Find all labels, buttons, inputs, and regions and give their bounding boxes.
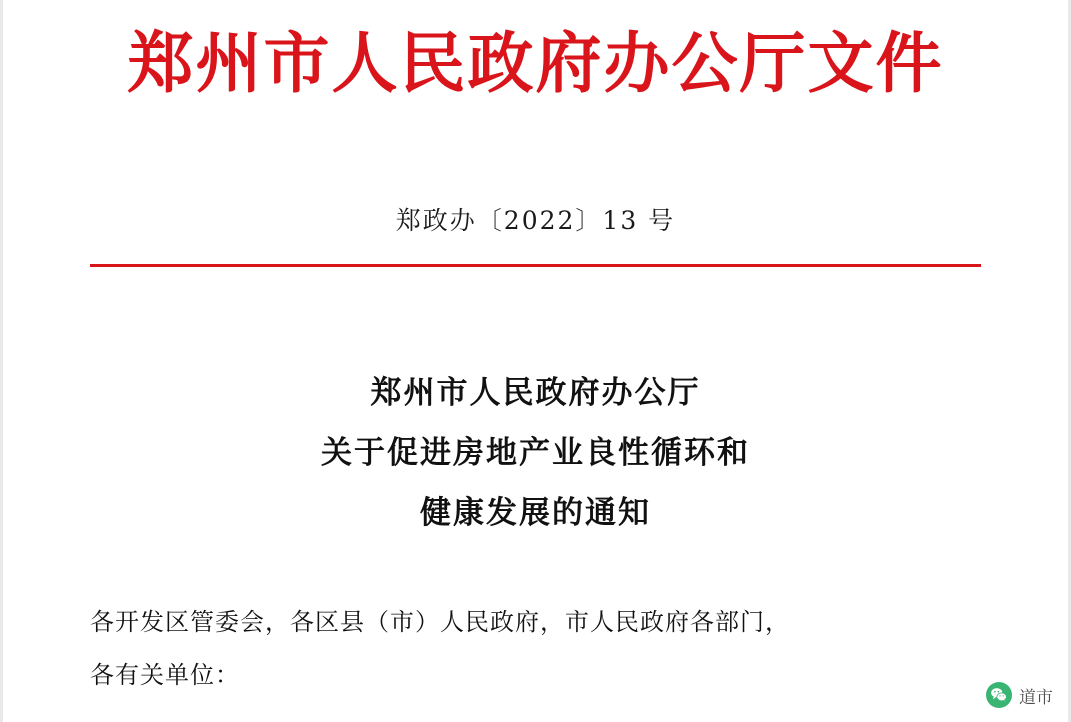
document-number: 郑政办〔2022〕13 号 [395, 205, 676, 235]
title-line-2: 关于促进房地产业良性循环和 [321, 434, 750, 471]
wechat-icon [986, 682, 1012, 708]
title-line-1: 郑州市人民政府办公厅 [370, 374, 701, 411]
document-body [90, 0, 981, 722]
title-line-3: 健康发展的通知 [420, 495, 651, 532]
watermark-label: 道市 [1019, 687, 1053, 708]
watermark-badge [986, 682, 1053, 708]
document-salutation [90, 596, 981, 702]
salutation-line-2: 各有关单位： [90, 660, 240, 689]
salutation-line-1: 各开发区管委会，各区县（市）人民政府，市人民政府各部门， [90, 607, 790, 636]
page-left-margin [0, 0, 3, 722]
red-divider-rule [90, 264, 981, 267]
document-masthead: 郑州市人民政府办公厅文件 [127, 24, 944, 102]
document-title [90, 363, 981, 544]
